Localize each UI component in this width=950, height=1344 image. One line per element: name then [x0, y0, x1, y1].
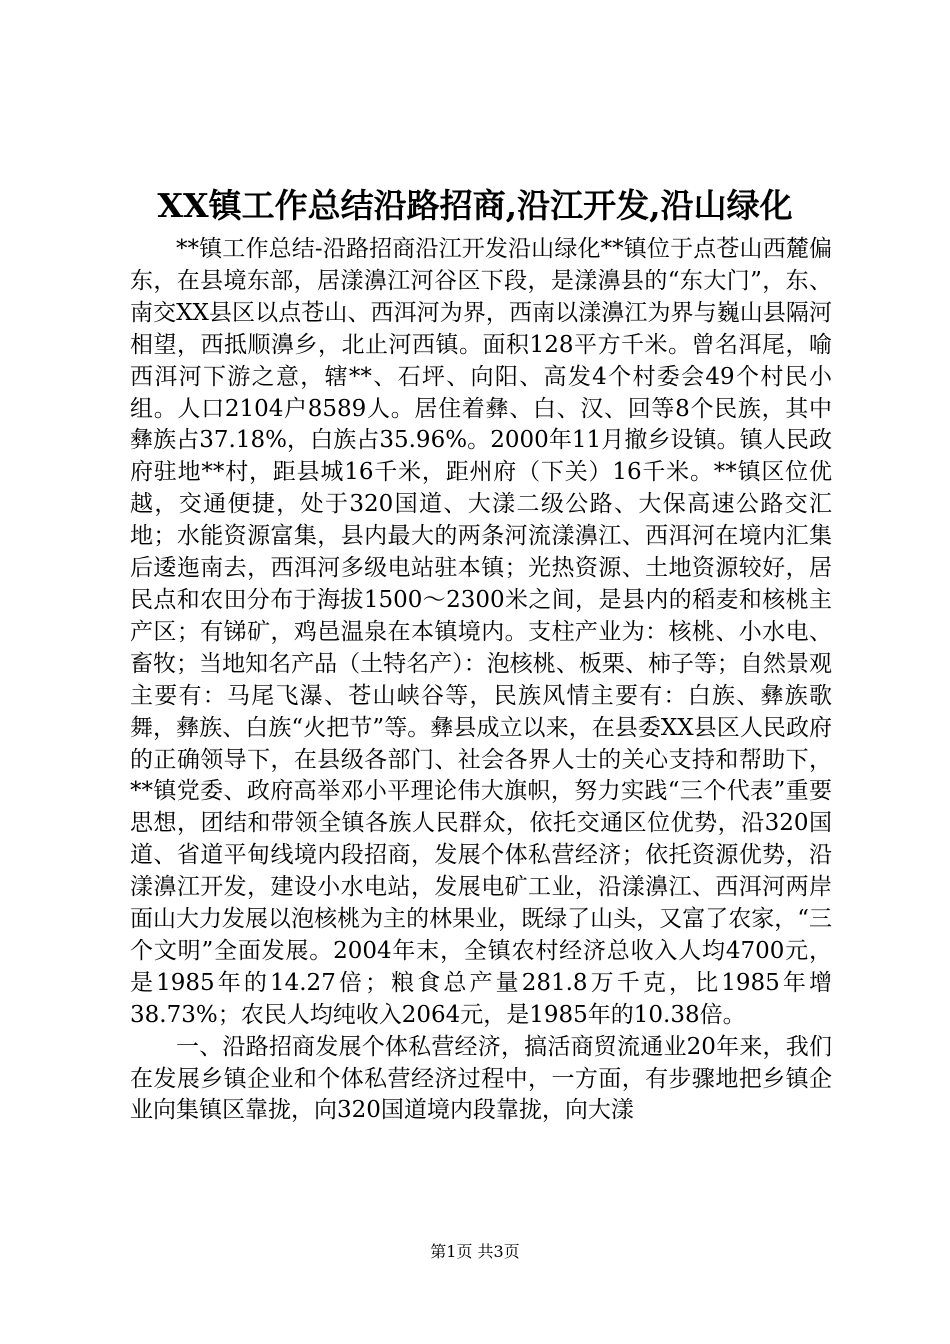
- document-title: XX镇工作总结沿路招商,沿江开发,沿山绿化: [157, 186, 793, 225]
- document-body: [130, 234, 832, 1127]
- paragraph-section-one: 一、沿路招商发展个体私营经济，搞活商贸流通业20年来，我们在发展乡镇企业和个体私营经济过程中，一方面，有步骤地把乡镇企业向集镇区靠拢，向320国道境内段靠拢，向大漾: [130, 1033, 832, 1124]
- page-footer: 第1页 共3页: [430, 1242, 520, 1261]
- paragraph-intro: **镇工作总结-沿路招商沿江开发沿山绿化**镇位于点苍山西麓偏东，在县境东部，居漾濞江河谷区下段，是漾濞县的“东大门”，东、南交XX县区以点苍山、西洱河为界，西南以漾濞江为界与巍山县隔河相望，西抵顺濞乡，北止河西镇。面积128平方千米。曾名洱尾，喻西洱河下游之意，辖**、石坪、向阳、高发4个村委会49个村民小组。人口2104户8589人。居住着彝、白、汉、回等8个民族，其中彝族占37.18%，白族占35.96%。2000年11月撤乡设镇。镇人民政府驻地**村，距县城16千米，距州府（下关）16千米。**镇区位优越，交通便捷，处于320国道、大漾二级公路、大保高速公路交汇地；水能资源富集，县内最大的两条河流漾濞江、西洱河在境内汇集后逶迤南去，西洱河多级电站驻本镇；光热资源、土地资源较好，居民点和农田分布于海拔1500～2300米之间，是县内的稻麦和核桃主产区；有锑矿，鸡邑温泉在本镇境内。支柱产业为：核桃、小水电、畜牧；当地知名产品（土特名产）：泡核桃、板栗、柿子等；自然景观主要有：马尾飞瀑、苍山峡谷等，民族风情主要有：白族、彝族歌舞，彝族、白族“火把节”等。彝县成立以来，在县委XX县区人民政府的正确领导下，在县级各部门、社会各界人士的关心支持和帮助下，**镇党委、政府高举邓小平理论伟大旗帜，努力实践“三个代表”重要思想，团结和带领全镇各族人民群众，依托交通区位优势，沿320国道、省道平甸线境内段招商，发展个体私营经济；依托资源优势，沿漾濞江开发，建设小水电站，发展电矿工业，沿漾濞江、西洱河两岸面山大力发展以泡核桃为主的林果业，既绿了山头，又富了农家，“三个文明”全面发展。2004年末，全镇农村经济总收入人均4700元，是1985年的14.27倍；粮食总产量281.8万千克，比1985年增38.73%；农民人均纯收入2064元，是1985年的10.38倍。: [130, 236, 832, 1028]
